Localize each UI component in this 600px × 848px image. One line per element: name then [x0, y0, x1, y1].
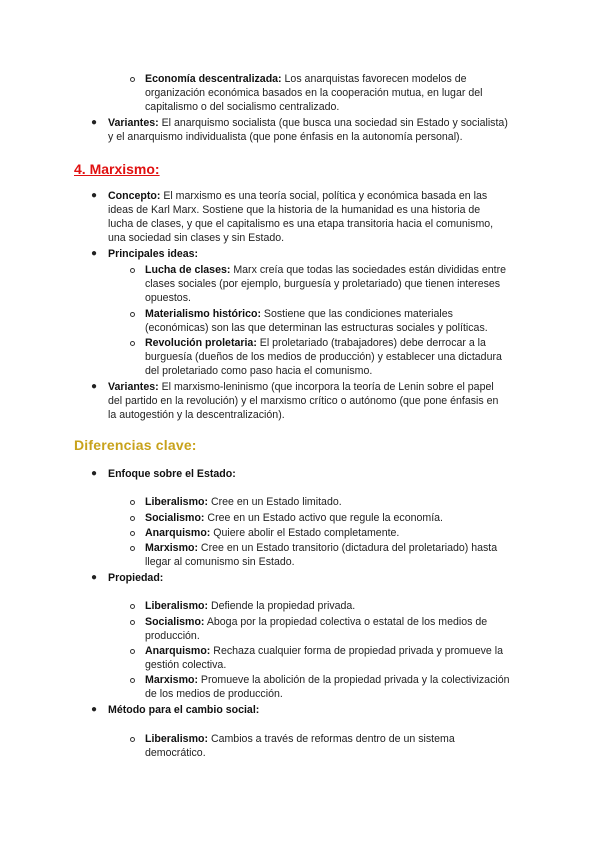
sub-bullet-icon — [130, 516, 135, 521]
lucha-line-2: clases sociales (por ejemplo, burguesía y proletariado) que tienen intereses — [145, 278, 501, 290]
sub-bullet-icon — [130, 678, 135, 683]
bullet-icon: ● — [91, 381, 98, 392]
estado-marxismo-1: Marxismo: Cree en un Estado transitorio (dictadura del proletariado) hasta — [145, 542, 498, 554]
concepto-line-1: Concepto: El marxismo es una teoría social, política y económica basada en las — [108, 190, 488, 202]
concepto-line-3: lucha de clases, y que el capitalismo es una etapa transitoria hacia el comunismo, — [108, 218, 494, 230]
marx-variantes-line-2: del partido en la revolución) y el marxismo crítico o autónomo (que pone énfasis en — [108, 395, 499, 407]
estado-liberalismo: Liberalismo: Cree en un Estado limitado. — [145, 496, 342, 508]
estado-label: Enfoque sobre el Estado: — [108, 468, 236, 480]
revolucion-line-1: Revolución proletaria: El proletariado (trabajadores) debe derrocar a la — [145, 337, 486, 349]
lucha-line-1: Lucha de clases: Marx creía que todas las sociedades están divididas entre — [145, 264, 506, 276]
propiedad-liberalismo: Liberalismo: Defiende la propiedad privada. — [145, 600, 356, 612]
anarq-variantes-line-1: Variantes: El anarquismo socialista (que busca una sociedad sin Estado y socialista) — [108, 117, 508, 129]
bullet-icon: ● — [91, 248, 98, 259]
bullet-icon: ● — [91, 572, 98, 583]
anarq-variantes-line-2: y el anarquismo individualista (que pone énfasis en la autonomía personal). — [108, 131, 463, 143]
propiedad-marxismo-1: Marxismo: Promueve la abolición de la propiedad privada y la colectivización — [145, 674, 510, 686]
lucha-line-3: opuestos. — [145, 292, 191, 304]
marx-variantes-line-3: la autogestión y la descentralización). — [108, 409, 285, 421]
sub-bullet-icon — [130, 312, 135, 317]
economia-line-3: capitalismo o del socialismo centralizado. — [145, 101, 340, 113]
bullet-icon: ● — [91, 190, 98, 201]
marxismo-heading: 4. Marxismo: — [74, 161, 160, 177]
revolucion-line-3: del proletariado como paso hacia el comunismo. — [145, 365, 373, 377]
propiedad-marxismo-2: de los medios de producción. — [145, 688, 283, 700]
estado-anarquismo: Anarquismo: Quiere abolir el Estado completamente. — [145, 527, 400, 539]
diferencias-heading: Diferencias clave: — [74, 437, 197, 453]
sub-bullet-icon — [130, 77, 135, 82]
concepto-line-2: ideas de Karl Marx. Sostiene que la historia de la humanidad es una historia de — [108, 204, 481, 216]
propiedad-anarquismo-2: gestión colectiva. — [145, 659, 227, 671]
propiedad-anarquismo-1: Anarquismo: Rechaza cualquier forma de propiedad privada y promueve la — [145, 645, 504, 657]
propiedad-socialismo-2: producción. — [145, 630, 200, 642]
sub-bullet-icon — [130, 500, 135, 505]
materialismo-line-2: (económicas) son las que determinan las estructuras sociales y políticas. — [145, 322, 488, 334]
estado-socialismo: Socialismo: Cree en un Estado activo que regule la economía. — [145, 512, 443, 524]
sub-bullet-icon — [130, 531, 135, 536]
sub-bullet-icon — [130, 737, 135, 742]
bullet-icon: ● — [91, 704, 98, 715]
sub-bullet-icon — [130, 268, 135, 273]
sub-bullet-icon — [130, 604, 135, 609]
economia-line-1: Economía descentralizada: Los anarquistas favorecen modelos de — [145, 73, 467, 85]
propiedad-socialismo-1: Socialismo: Aboga por la propiedad colectiva o estatal de los medios de — [145, 616, 488, 628]
bullet-icon: ● — [91, 468, 98, 479]
materialismo-line-1: Materialismo histórico: Sostiene que las condiciones materiales — [145, 308, 453, 320]
metodo-label: Método para el cambio social: — [108, 704, 260, 716]
metodo-liberalismo-2: democrático. — [145, 747, 206, 759]
marx-variantes-line-1: Variantes: El marxismo-leninismo (que incorpora la teoría de Lenin sobre el papel — [108, 381, 494, 393]
revolucion-line-2: burguesía (dueños de los medios de producción) y establecer una dictadura — [145, 351, 502, 363]
sub-bullet-icon — [130, 620, 135, 625]
sub-bullet-icon — [130, 546, 135, 551]
propiedad-label: Propiedad: — [108, 572, 164, 584]
estado-marxismo-2: llegar al comunismo sin Estado. — [145, 556, 295, 568]
principales-ideas-label: Principales ideas: — [108, 248, 199, 260]
economia-line-2: organización económica basados en la cooperación mutua, en lugar del — [145, 87, 483, 99]
sub-bullet-icon — [130, 649, 135, 654]
concepto-line-4: una sociedad sin clases y sin Estado. — [108, 232, 285, 244]
bullet-icon: ● — [91, 117, 98, 128]
metodo-liberalismo-1: Liberalismo: Cambios a través de reformas dentro de un sistema — [145, 733, 455, 745]
sub-bullet-icon — [130, 341, 135, 346]
